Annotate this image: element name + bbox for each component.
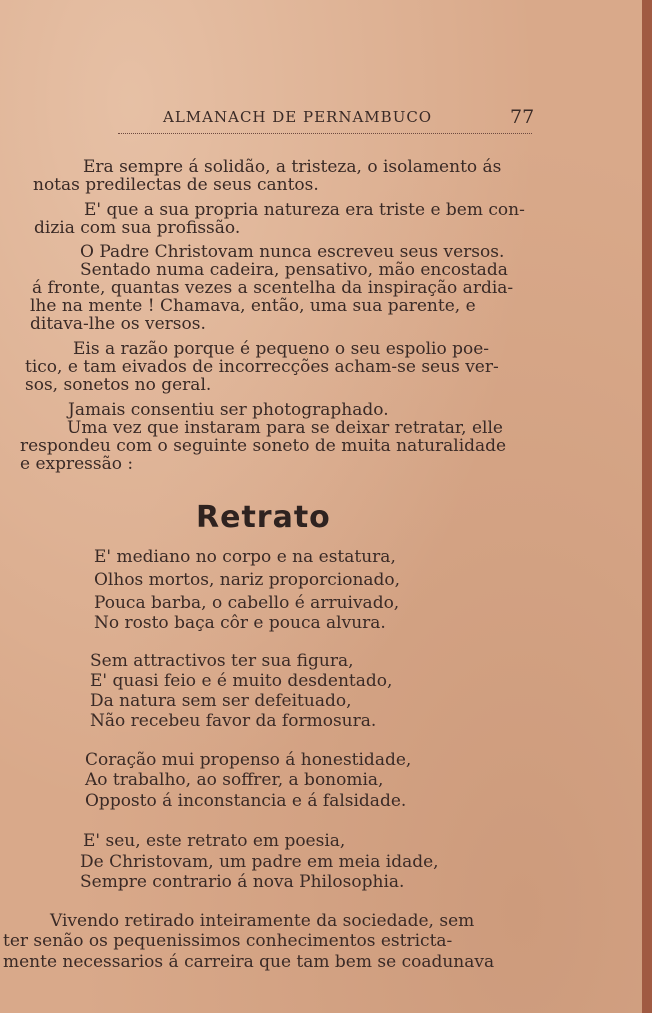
poem-line: Opposto á inconstancia e á falsidade. (85, 791, 407, 811)
prose-line: Vivendo retirado inteiramente da sociedade, sem (50, 911, 475, 931)
poem-line: E' seu, este retrato em poesia, (83, 831, 346, 851)
poem-line: E' mediano no corpo e na estatura, (94, 547, 396, 567)
running-title: ALMANACH DE PERNAMBUCO (163, 108, 433, 126)
prose-line: notas predilectas de seus cantos. (33, 175, 319, 195)
poem-line: Olhos mortos, nariz proporcionado, (94, 570, 401, 590)
prose-line: Sentado numa cadeira, pensativo, mão encostada (80, 260, 508, 280)
poem-line: Da natura sem ser defeituado, (90, 691, 352, 711)
prose-line: respondeu com o seguinte soneto de muita naturalidade (20, 436, 507, 456)
prose-line: Jamais consentiu ser photographado. (68, 400, 389, 420)
prose-line: ditava-lhe os versos. (30, 314, 206, 334)
running-header (0, 108, 652, 132)
poem-line: Sem attractivos ter sua figura, (90, 651, 354, 671)
poem-line: Não recebeu favor da formosura. (90, 711, 377, 731)
page-number: 77 (510, 106, 535, 128)
header-rule (118, 133, 532, 134)
prose-line: Uma vez que instaram para se deixar retratar, elle (67, 418, 503, 438)
prose-line: á fronte, quantas vezes a scentelha da inspiração ardia- (32, 278, 514, 298)
poem-line: E' quasi feio e é muito desdentado, (90, 671, 393, 691)
prose-line: Eis a razão porque é pequeno o seu espolio poe- (73, 339, 490, 359)
page-edge (642, 0, 652, 1013)
prose-line: dizia com sua profissão. (34, 218, 241, 238)
prose-line: e expressão : (20, 454, 134, 474)
prose-line: sos, sonetos no geral. (25, 375, 212, 395)
poem-line: Coração mui propenso á honestidade, (85, 750, 412, 770)
prose-line: E' que a sua propria natureza era triste e bem con- (84, 200, 525, 220)
poem-line: No rosto baça côr e pouca alvura. (94, 613, 386, 633)
poem-line: Sempre contrario á nova Philosophia. (80, 872, 405, 892)
prose-line: lhe na mente ! Chamava, então, uma sua parente, e (30, 296, 476, 316)
poem-title: Retrato (196, 500, 331, 535)
poem-line: De Christovam, um padre em meia idade, (80, 852, 439, 872)
prose-line: Era sempre á solidão, a tristeza, o isolamento ás (83, 157, 502, 177)
prose-line: O Padre Christovam nunca escreveu seus versos. (80, 242, 505, 262)
prose-line: tico, e tam eivados de incorrecções acham-se seus ver- (25, 357, 499, 377)
prose-line: ter senão os pequenissimos conhecimentos estricta- (3, 931, 453, 951)
prose-line: mente necessarios á carreira que tam bem se coadunava (3, 952, 495, 972)
poem-line: Pouca barba, o cabello é arruivado, (94, 593, 400, 613)
poem-line: Ao trabalho, ao soffrer, a bonomia, (85, 770, 384, 790)
